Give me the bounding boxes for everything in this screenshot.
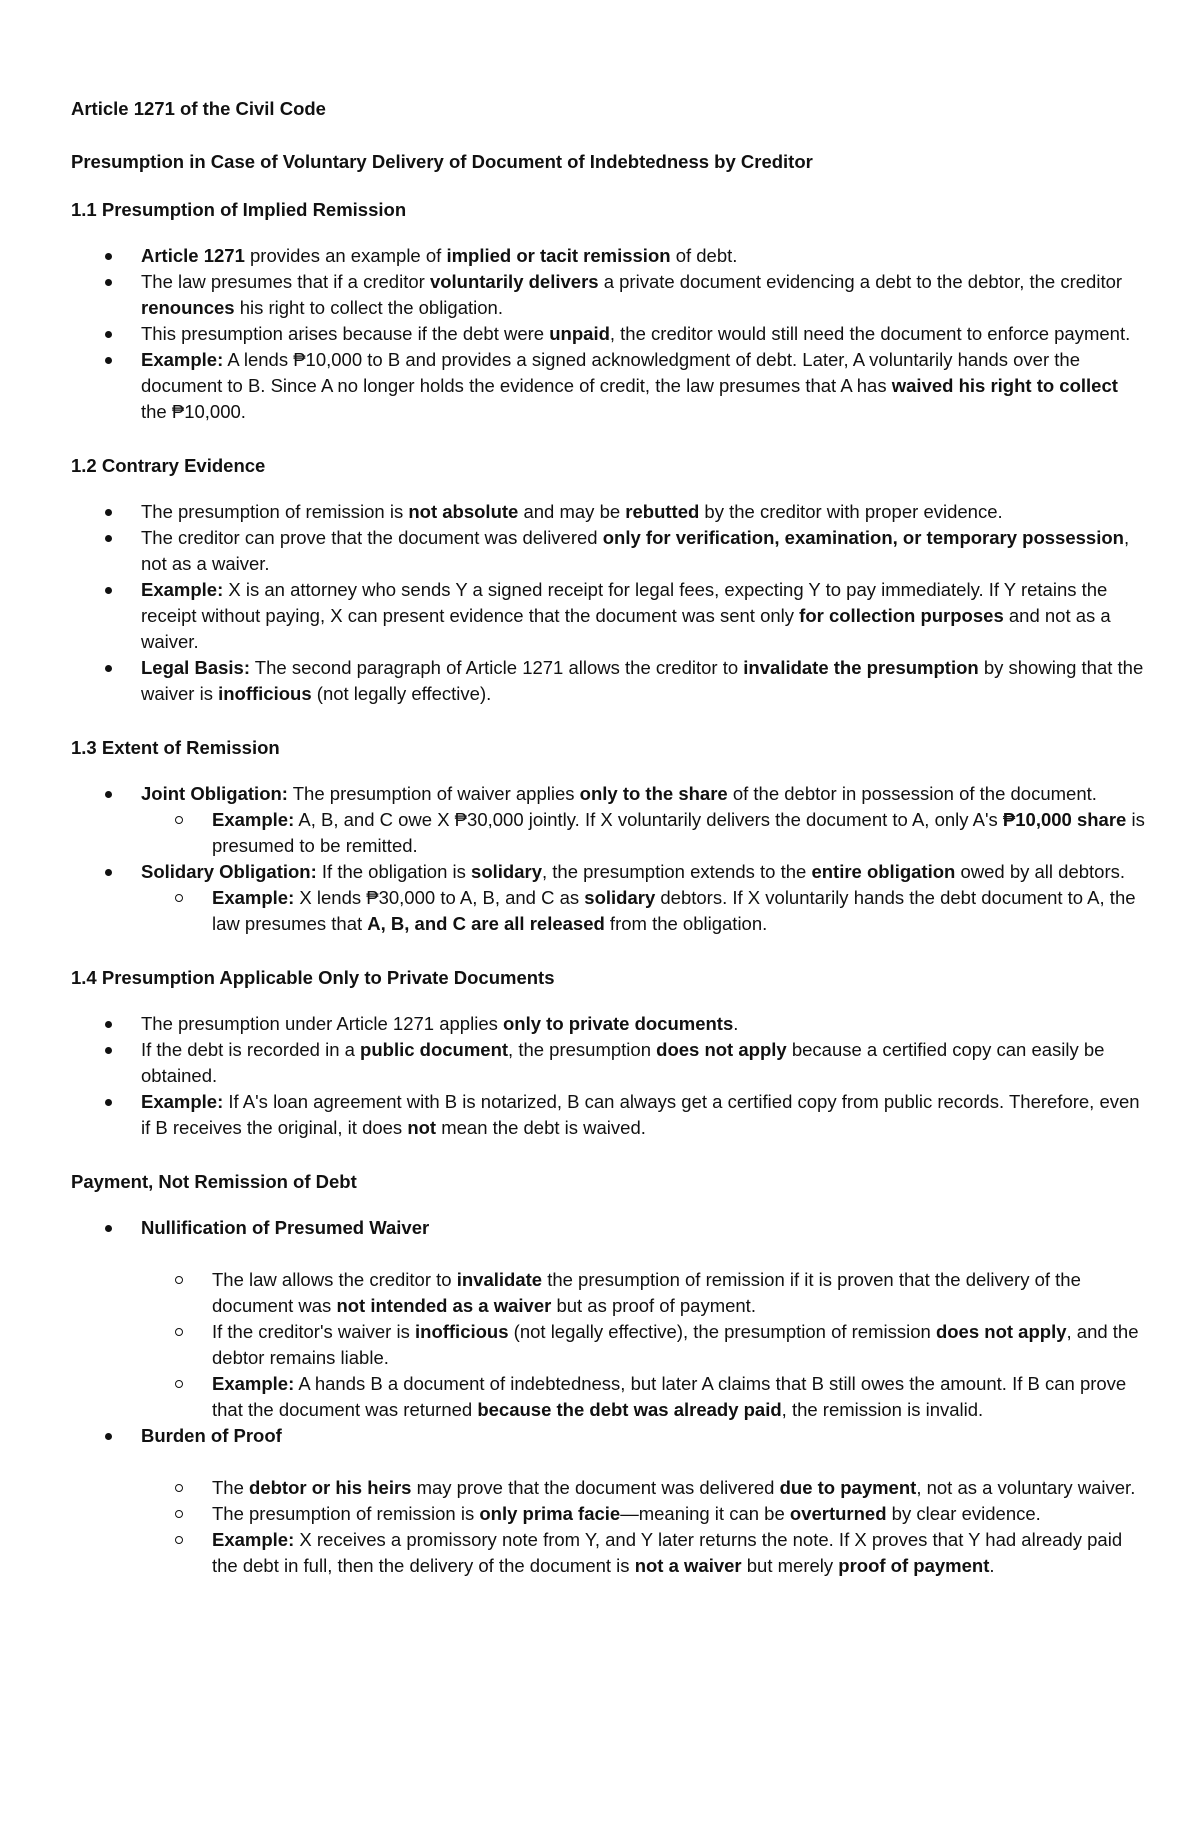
plain-text: (not legally effective), the presumption of remission	[508, 1321, 936, 1342]
list-item	[71, 1089, 1146, 1141]
bold-text: due to payment	[779, 1477, 917, 1498]
bold-text: voluntarily delivers	[429, 271, 599, 292]
bullet-list	[71, 781, 1146, 937]
list-item	[71, 859, 1146, 937]
bold-text: not absolute	[408, 501, 519, 522]
bold-text: waived his right to collect	[891, 375, 1118, 396]
plain-text: .	[733, 1013, 739, 1034]
sub-list-item	[141, 1501, 1146, 1527]
plain-text: mean the debt is waived.	[436, 1117, 646, 1138]
sub-list-item	[141, 1371, 1146, 1423]
bullet-list	[71, 243, 1146, 425]
bold-text: ₱10,000 share	[1002, 809, 1127, 830]
sub-list-item	[141, 1319, 1146, 1371]
plain-text: The	[212, 1477, 250, 1498]
plain-text: (not legally effective).	[311, 683, 492, 704]
bold-text: Example:	[212, 809, 295, 830]
list-item	[71, 499, 1146, 525]
plain-text: A, B, and C owe X ₱30,000 jointly. If X voluntarily delivers the document to A, only A's	[294, 809, 1003, 830]
plain-text: The presumption of remission is	[141, 501, 409, 522]
plain-text: , the presumption	[508, 1039, 657, 1060]
plain-text: The law allows the creditor to	[212, 1269, 457, 1290]
plain-text: , and the debtor remains liable.	[212, 1321, 1139, 1368]
list-item	[71, 525, 1146, 577]
bold-text: not a waiver	[634, 1555, 742, 1576]
bold-text: rebutted	[625, 501, 700, 522]
sub-list-item	[141, 1527, 1146, 1579]
sub-list-item	[141, 1267, 1146, 1319]
plain-text: is presumed to be remitted.	[212, 809, 1145, 856]
sub-bullet-list	[141, 807, 1146, 859]
plain-text: If the creditor's waiver is	[212, 1321, 415, 1342]
bold-text: only prima facie	[479, 1503, 621, 1524]
bold-text: does not apply	[656, 1039, 787, 1060]
plain-text: a private document evidencing a debt to the debtor, the creditor	[598, 271, 1123, 292]
plain-text: by clear evidence.	[886, 1503, 1041, 1524]
bold-text: inofficious	[218, 683, 312, 704]
plain-text: , the presumption extends to the	[541, 861, 812, 882]
bold-text: Example:	[141, 579, 224, 600]
section-heading: 1.4 Presumption Applicable Only to Private Documents	[71, 967, 555, 988]
list-item	[71, 321, 1146, 347]
plain-text: may prove that the document was delivered	[411, 1477, 780, 1498]
plain-text: the ₱10,000.	[141, 401, 246, 422]
bold-text: for collection purposes	[799, 605, 1004, 626]
plain-text: This presumption arises because if the debt were	[141, 323, 550, 344]
bold-text: renounces	[141, 297, 235, 318]
plain-text: because a certified copy can easily be obtained.	[141, 1039, 1105, 1086]
plain-text: If A's loan agreement with B is notarized, B can always get a certified copy from public records. Therefore, even if B receives the original, it does	[141, 1091, 1140, 1138]
document-page	[71, 96, 1146, 1579]
bullet-list	[71, 499, 1146, 707]
bold-text: Example:	[212, 1529, 295, 1550]
bold-text: A, B, and C are all released	[367, 913, 605, 934]
list-item	[71, 1011, 1146, 1037]
bold-text: because the debt was already paid	[477, 1399, 782, 1420]
bullet-list	[71, 1215, 1146, 1579]
bold-text: invalidate	[456, 1269, 543, 1290]
plain-text: The presumption under Article 1271 applies	[141, 1013, 503, 1034]
plain-text: and may be	[518, 501, 626, 522]
plain-text: If the obligation is	[316, 861, 472, 882]
bold-text: Legal Basis:	[141, 657, 250, 678]
bold-text: not intended as a waiver	[336, 1295, 552, 1316]
plain-text: by the creditor with proper evidence.	[699, 501, 1003, 522]
section-heading: 1.1 Presumption of Implied Remission	[71, 199, 407, 220]
bold-text: only to the share	[579, 783, 728, 804]
list-item	[71, 269, 1146, 321]
list-item	[71, 577, 1146, 655]
plain-text: A hands B a document of indebtedness, but later A claims that B still owes the amount. If B can prove that the document was returned	[212, 1373, 1127, 1420]
bold-text: overturned	[789, 1503, 887, 1524]
sub-bullet-list	[141, 1475, 1146, 1579]
bold-text: Example:	[212, 1373, 295, 1394]
bold-text: implied or tacit remission	[446, 245, 671, 266]
section-heading: 1.3 Extent of Remission	[71, 737, 280, 758]
plain-text: X lends ₱30,000 to A, B, and C as	[294, 887, 585, 908]
plain-text: the presumption of remission if it is proven that the delivery of the document was	[212, 1269, 1081, 1316]
plain-text: but as proof of payment.	[551, 1295, 756, 1316]
bold-text: unpaid	[549, 323, 610, 344]
plain-text: and not as a waiver.	[141, 605, 1111, 652]
bold-text: solidary	[471, 861, 542, 882]
bold-text: debtor or his heirs	[249, 1477, 412, 1498]
document-subtitle: Presumption in Case of Voluntary Delivery of Document of Indebtedness by Creditor	[71, 151, 813, 172]
bold-text: proof of payment	[838, 1555, 990, 1576]
section-heading: Payment, Not Remission of Debt	[71, 1171, 357, 1192]
bold-text: inofficious	[415, 1321, 509, 1342]
list-item	[71, 781, 1146, 859]
bold-text: only to private documents	[503, 1013, 734, 1034]
bold-text: Nullification of Presumed Waiver	[141, 1217, 430, 1238]
bold-text: Example:	[212, 887, 295, 908]
bold-text: not	[407, 1117, 437, 1138]
list-item	[71, 1215, 1146, 1423]
bold-text: public document	[360, 1039, 509, 1060]
bold-text: Article 1271	[141, 245, 245, 266]
plain-text: his right to collect the obligation.	[234, 297, 503, 318]
plain-text: The creditor can prove that the document was delivered	[141, 527, 603, 548]
sub-list-item	[141, 1475, 1146, 1501]
sub-bullet-list	[141, 1267, 1146, 1423]
sub-list-item	[141, 807, 1146, 859]
list-item	[71, 347, 1146, 425]
plain-text: If the debt is recorded in a	[141, 1039, 361, 1060]
bold-text: invalidate the presumption	[743, 657, 979, 678]
plain-text: A lends ₱10,000 to B and provides a signed acknowledgment of debt. Later, A voluntarily hands over the document to B. Since A no longer holds the evidence of credit, the law presumes that A has	[141, 349, 1080, 396]
bullet-list	[71, 1011, 1146, 1141]
plain-text: X receives a promissory note from Y, and Y later returns the note. If X proves that Y had already paid the debt in full, then the delivery of the document is	[212, 1529, 1123, 1576]
bold-text: does not apply	[935, 1321, 1067, 1342]
plain-text: —meaning it can be	[620, 1503, 790, 1524]
list-item	[71, 243, 1146, 269]
plain-text: X is an attorney who sends Y a signed receipt for legal fees, expecting Y to pay immediately. If Y retains the receipt without paying, X can present evidence that the document was sent only	[141, 579, 1108, 626]
plain-text: owed by all debtors.	[955, 861, 1126, 882]
bold-text: Burden of Proof	[141, 1425, 282, 1446]
bold-text: entire obligation	[811, 861, 956, 882]
list-item	[71, 1423, 1146, 1579]
bold-text: Joint Obligation:	[141, 783, 288, 804]
bold-text: solidary	[584, 887, 656, 908]
document-title: Article 1271 of the Civil Code	[71, 98, 326, 119]
plain-text: of the debtor in possession of the document.	[727, 783, 1097, 804]
sub-list-item	[141, 885, 1146, 937]
plain-text: , the creditor would still need the document to enforce payment.	[609, 323, 1131, 344]
bold-text: Solidary Obligation:	[141, 861, 317, 882]
plain-text: The second paragraph of Article 1271 allows the creditor to	[250, 657, 744, 678]
list-item	[71, 655, 1146, 707]
sub-bullet-list	[141, 885, 1146, 937]
list-item	[71, 1037, 1146, 1089]
plain-text: but merely	[741, 1555, 839, 1576]
plain-text: of debt.	[670, 245, 738, 266]
bold-text: Example:	[141, 349, 224, 370]
plain-text: from the obligation.	[604, 913, 768, 934]
plain-text: The law presumes that if a creditor	[141, 271, 430, 292]
bold-text: Example:	[141, 1091, 224, 1112]
plain-text: provides an example of	[244, 245, 447, 266]
plain-text: The presumption of remission is	[212, 1503, 480, 1524]
plain-text: debtors. If X voluntarily hands the debt document to A, the law presumes that	[212, 887, 1136, 934]
section-heading: 1.2 Contrary Evidence	[71, 455, 266, 476]
document-body	[71, 197, 1146, 1579]
plain-text: , not as a voluntary waiver.	[916, 1477, 1136, 1498]
plain-text: by showing that the waiver is	[141, 657, 1144, 704]
plain-text: , the remission is invalid.	[781, 1399, 984, 1420]
plain-text: .	[989, 1555, 995, 1576]
plain-text: , not as a waiver.	[141, 527, 1130, 574]
bold-text: only for verification, examination, or temporary possession	[602, 527, 1124, 548]
plain-text: The presumption of waiver applies	[287, 783, 580, 804]
